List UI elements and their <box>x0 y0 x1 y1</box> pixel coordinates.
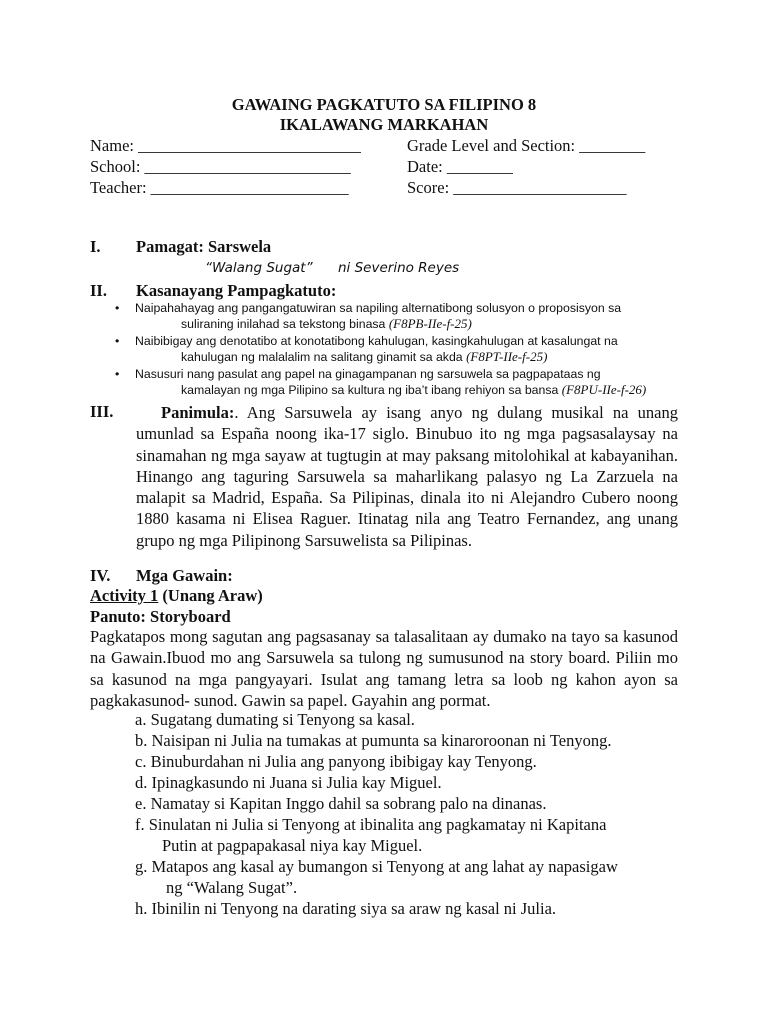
objective-1-code: (F8PB-IIe-f-25) <box>388 316 472 331</box>
section-3-number: III. <box>90 402 114 421</box>
introduction-label: Panimula: <box>161 403 235 422</box>
objective-2-code: (F8PT-IIe-f-25) <box>466 349 548 364</box>
list-item: e. Namatay si Kapitan Inggo dahil sa sobrang palo na dinanas. <box>135 794 547 813</box>
list-item: d. Ipinagkasundo ni Juana si Julia kay Miguel. <box>135 773 442 792</box>
activity-heading <box>90 586 263 606</box>
objective-1-line2: suliraning inilahad sa tekstong binasa <box>181 317 386 331</box>
activity-day: (Unang Araw) <box>162 586 263 605</box>
section-4-title: Mga Gawain: <box>136 566 233 585</box>
bullet-icon: • <box>115 367 120 381</box>
bullet-icon: • <box>115 301 120 315</box>
objective-3 <box>115 366 695 398</box>
introduction-text: . Ang Sarsuwela ay isang anyo ng dulang musikal na unang umunlad sa España noong ika-17 siglo. Binubuo ito ng mga pagsasalaysay na sinamahan ng mga sayaw at tugtugin at may paksang mitolohikal at kabayanihan. Hinango ang taguring Sarsuwela sa maharlikang palasyo ng La Zarzuela na malapit sa Madrid, España. Sa Pilipinas, dinala ito ni Alejandro Cubero noong 1880 kasama ni Elisea Raguer. Itinatag nila ang Teatro Fernandez, ang unang grupo ng mga Pilipinong Sarsuwelista sa Pilipinas. <box>136 403 678 550</box>
introduction-paragraph <box>136 402 678 551</box>
work-title: “Walang Sugat” <box>205 260 313 276</box>
list-item: a. Sugatang dumating si Tenyong sa kasal. <box>135 710 415 729</box>
section-2-title: Kasanayang Pampagkatuto: <box>136 281 337 300</box>
objective-2-line2: kahulugan ng malalalim na salitang ginamit sa akda <box>181 350 463 364</box>
objective-2 <box>115 333 695 365</box>
list-item: h. Ibinilin ni Tenyong na darating siya sa araw ng kasal ni Julia. <box>135 899 557 918</box>
list-item: g. Matapos ang kasal ay bumangon si Tenyong at ang lahat ay napasigaw <box>135 857 618 876</box>
list-item: f. Sinulatan ni Julia si Tenyong at ibinalita ang pagkamatay ni Kapitana <box>135 815 607 834</box>
objective-3-line1: Nasusuri nang pasulat ang papel na ginagampanan ng sarsuwela sa pagpapataas ng <box>135 367 601 381</box>
objective-2-line1: Naibibigay ang denotatibo at konotatibong kahulugan, kasingkahulugan at kasalungat na <box>135 334 618 348</box>
list-item: c. Binuburdahan ni Julia ang panyong ibibigay kay Tenyong. <box>135 752 537 771</box>
list-item: b. Naisipan ni Julia na tumakas at pumunta sa kinaroroonan ni Tenyong. <box>135 731 612 750</box>
section-1-number: I. <box>90 237 101 256</box>
section-4-number: IV. <box>90 566 111 585</box>
objective-3-code: (F8PU-IIe-f-26) <box>561 382 647 397</box>
list-item-continuation: Putin at pagpapakasal niya kay Miguel. <box>162 836 423 855</box>
grade-section-field: Grade Level and Section: ________ <box>407 136 646 155</box>
objective-3-line2: kamalayan ng mga Pilipino sa kultura ng iba’t ibang rehiyon sa bansa <box>181 383 559 397</box>
section-1-title: Pamagat: Sarswela <box>136 237 272 256</box>
work-author: ni Severino Reyes <box>338 260 460 276</box>
teacher-field: Teacher: ________________________ <box>90 178 349 197</box>
instructions-title: Panuto: Storyboard <box>90 607 231 626</box>
document-title: GAWAING PAGKATUTO SA FILIPINO 8 <box>231 95 537 114</box>
objective-1 <box>115 300 695 332</box>
objective-1-line1: Naipahahayag ang pangangatuwiran sa napiling alternatibong solusyon o proposisyon sa <box>135 301 622 315</box>
document-subtitle: IKALAWANG MARKAHAN <box>279 115 489 134</box>
score-field: Score: _____________________ <box>407 178 627 197</box>
bullet-icon: • <box>115 334 120 348</box>
date-field: Date: ________ <box>407 157 513 176</box>
name-field: Name: ___________________________ <box>90 136 361 155</box>
school-field: School: _________________________ <box>90 157 351 176</box>
instructions-paragraph: Pagkatapos mong sagutan ang pagsasanay sa talasalitaan ay dumako na tayo sa kasunod na Gawain.Ibuod mo ang Sarsuwela sa tulong ng sumusunod na story board. Piliin mo sa kasunod na mga pangyayari. Isulat ang tamang letra sa loob ng kahon ayon sa pagkakasunod- sunod. Gawin sa papel. Gayahin ang pormat. <box>90 627 678 710</box>
list-item-continuation: ng “Walang Sugat”. <box>166 878 298 897</box>
section-2-number: II. <box>90 281 107 300</box>
activity-label: Activity 1 <box>90 586 159 605</box>
